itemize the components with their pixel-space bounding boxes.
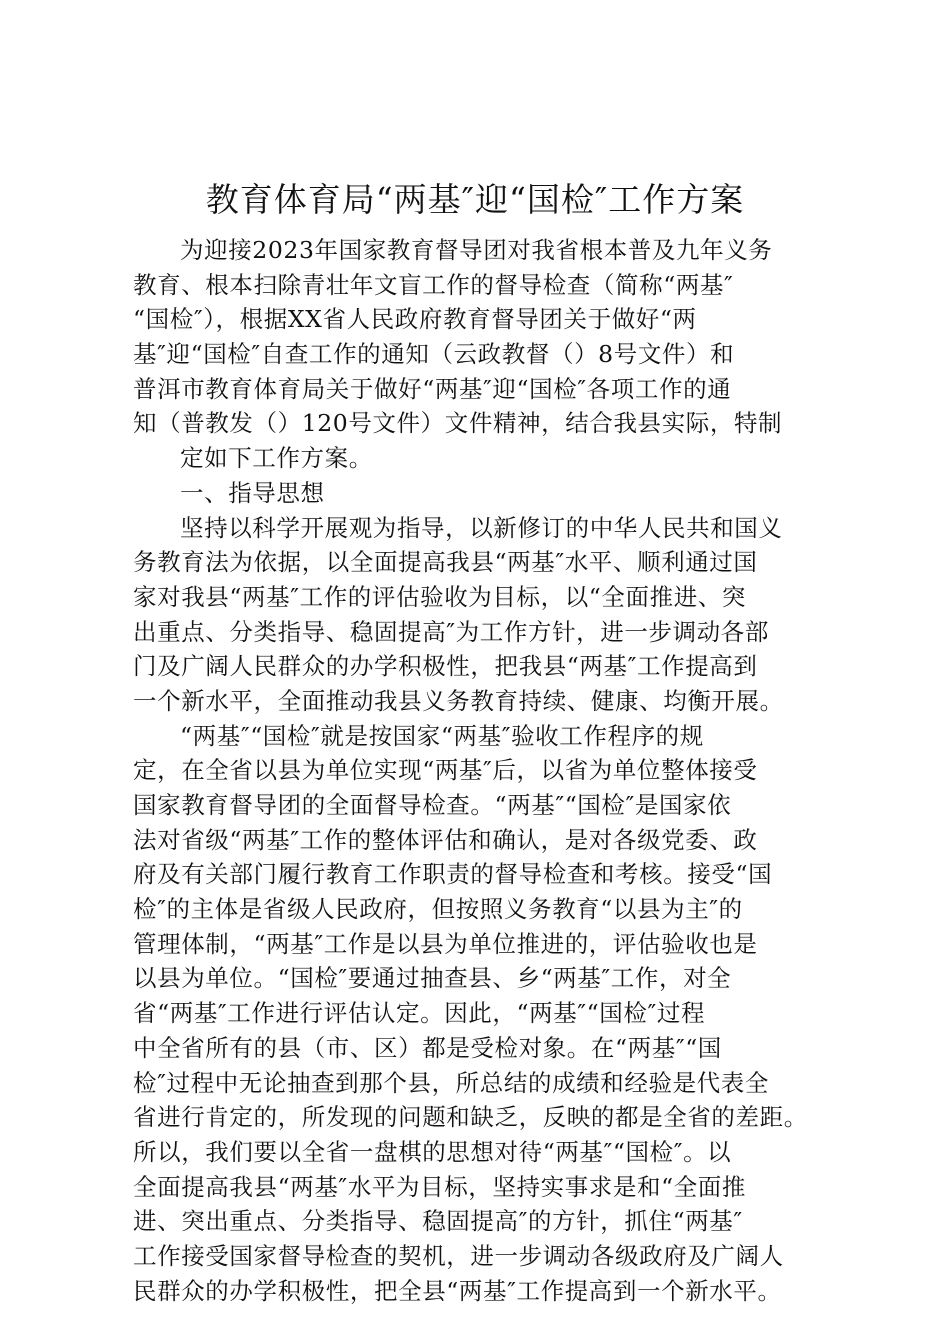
text-line: 为迎接2023年国家教育督导团对我省根本普及九年义务 — [180, 236, 773, 264]
text-line: 门及广阔人民群众的办学积极性，把我县“两基″工作提高到 — [133, 652, 758, 681]
text-line: 全面提高我县“两基″水平为目标，坚持实事求是和“全面推 — [133, 1172, 747, 1201]
text-line: 中全省所有的县（市、区）都是受检对象。在“两基″“国 — [133, 1033, 722, 1062]
text-line: 一个新水平，全面推动我县义务教育持续、健康、均衡开展。 — [133, 686, 784, 715]
text-line: 省“两基″工作进行评估认定。因此，“两基″“国检″过程 — [133, 999, 706, 1028]
text-line: 普洱市教育体育局关于做好“两基″迎“国检″各项工作的通 — [133, 374, 732, 403]
text-line: 基″迎“国检″自查工作的通知（云政教督（）8号文件）和 — [133, 340, 735, 369]
text-line: 检″过程中无论抽查到那个县，所总结的成绩和经验是代表全 — [133, 1068, 769, 1097]
text-line: 知（普教发（）120号文件）文件精神，结合我县实际，特制 — [133, 409, 783, 438]
text-line: 家对我县“两基″工作的评估验收为目标，以“全面推进、突 — [133, 582, 747, 611]
text-line: 定如下工作方案。 — [180, 444, 373, 473]
text-line: “两基″“国检″就是按国家“两基″验收工作程序的规 — [180, 721, 704, 750]
text-line: 坚持以科学开展观为指导，以新修订的中华人民共和国义 — [180, 513, 783, 542]
text-line: 国家教育督导团的全面督导检查。“两基″“国检″是国家依 — [133, 791, 732, 819]
text-line: 府及有关部门履行教育工作职责的督导检查和考核。接受“国 — [133, 860, 773, 889]
text-line: 管理体制，“两基″工作是以县为单位推进的，评估验收也是 — [133, 929, 758, 958]
text-line: 以县为单位。“国检″要通过抽查县、乡“两基″工作，对全 — [133, 964, 732, 993]
text-line: 进、突出重点、分类指导、稳固提高″的方针，抓住“两基″ — [133, 1207, 743, 1236]
text-line: 工作接受国家督导检查的契机，进一步调动各级政府及广阔人 — [133, 1241, 784, 1270]
text-line: “国检″），根据XX省人民政府教育督导团关于做好“两 — [133, 305, 697, 334]
text-line: 法对省级“两基″工作的整体评估和确认，是对各级党委、政 — [133, 825, 758, 854]
text-line: 省进行肯定的，所发现的问题和缺乏，反映的都是全省的差距。 — [133, 1103, 808, 1132]
text-line: 民群众的办学积极性，把全县“两基″工作提高到一个新水平。 — [133, 1276, 782, 1305]
text-line: 出重点、分类指导、稳固提高″为工作方针，进一步调动各部 — [133, 617, 769, 646]
text-line: 检″的主体是省级人民政府，但按照义务教育“以县为主″的 — [133, 895, 743, 924]
text-line: 所以，我们要以全省一盘棋的思想对待“两基″“国检″。以 — [133, 1137, 732, 1166]
text-line: 务教育法为依据，以全面提高我县“两基″水平、顺利通过国 — [133, 548, 758, 577]
text-line: 定，在全省以县为单位实现“两基″后，以省为单位整体接受 — [133, 756, 758, 785]
section-heading: 一、指导思想 — [180, 478, 325, 507]
document-body — [133, 233, 833, 1308]
text-line: 教育、根本扫除青壮年文盲工作的督导检查（简称“两基″ — [133, 270, 734, 299]
document-title: 教育体育局“两基″迎“国检″工作方案 — [205, 180, 745, 219]
